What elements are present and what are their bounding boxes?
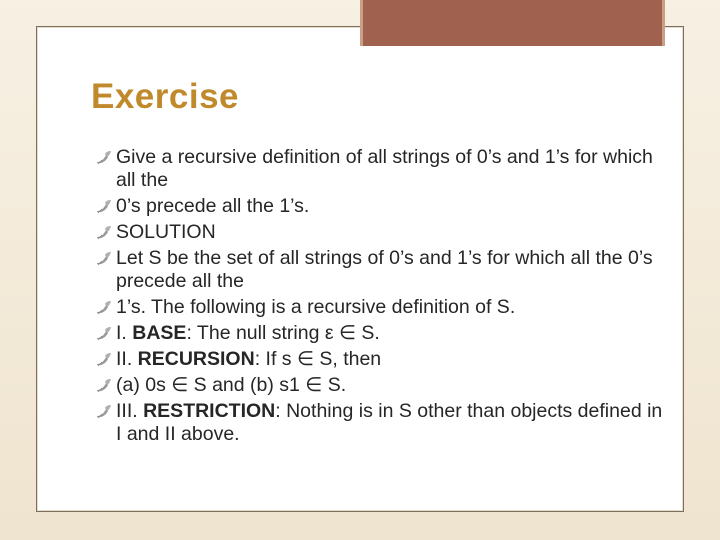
bullet-text: Give a recursive definition of all strings of 0’s and 1’s for which all the: [116, 146, 653, 191]
quill-flourish-icon: [96, 299, 112, 315]
quill-flourish-icon: [96, 250, 112, 266]
quill-flourish-icon: [96, 403, 112, 419]
quill-flourish-icon: [96, 149, 112, 165]
bullet-text: I.: [116, 322, 133, 344]
bullet-item: [96, 195, 666, 218]
quill-flourish-icon: [96, 377, 112, 393]
quill-flourish-icon: [96, 325, 112, 341]
bullet-item: [96, 322, 666, 345]
bullet-item: [96, 400, 666, 446]
bullet-text: : The null string ε ∈ S.: [186, 322, 380, 344]
bullet-item: [96, 296, 666, 319]
bullet-item: [96, 374, 666, 397]
bullet-text: SOLUTION: [116, 221, 216, 243]
bullet-text: II.: [116, 348, 138, 370]
bullet-text: : If s ∈ S, then: [254, 348, 382, 370]
quill-flourish-icon: [96, 224, 112, 240]
bullet-item: [96, 221, 666, 244]
bullet-keyword: RECURSION: [137, 348, 255, 370]
quill-flourish-icon: [96, 198, 112, 214]
slide-title: Exercise: [91, 77, 240, 116]
bullet-text: 0’s precede all the 1’s.: [116, 195, 310, 217]
bullet-item: [96, 247, 666, 293]
bullet-list: [96, 146, 666, 449]
quill-flourish-icon: [96, 351, 112, 367]
bullet-item: [96, 146, 666, 192]
bullet-item: [96, 348, 666, 371]
bullet-text: (a) 0s ∈ S and (b) s1 ∈ S.: [116, 374, 347, 396]
bullet-text: Let S be the set of all strings of 0’s and 1’s for which all the 0’s precede all the: [116, 247, 653, 292]
bullet-keyword: RESTRICTION: [143, 400, 276, 422]
bullet-text: III.: [116, 400, 144, 422]
header-tab: [360, 0, 665, 46]
bullet-text: : Nothing is in S other than objects defined in I and II above.: [116, 400, 663, 445]
bullet-keyword: BASE: [132, 322, 187, 344]
bullet-text: 1’s. The following is a recursive definition of S.: [116, 296, 516, 318]
